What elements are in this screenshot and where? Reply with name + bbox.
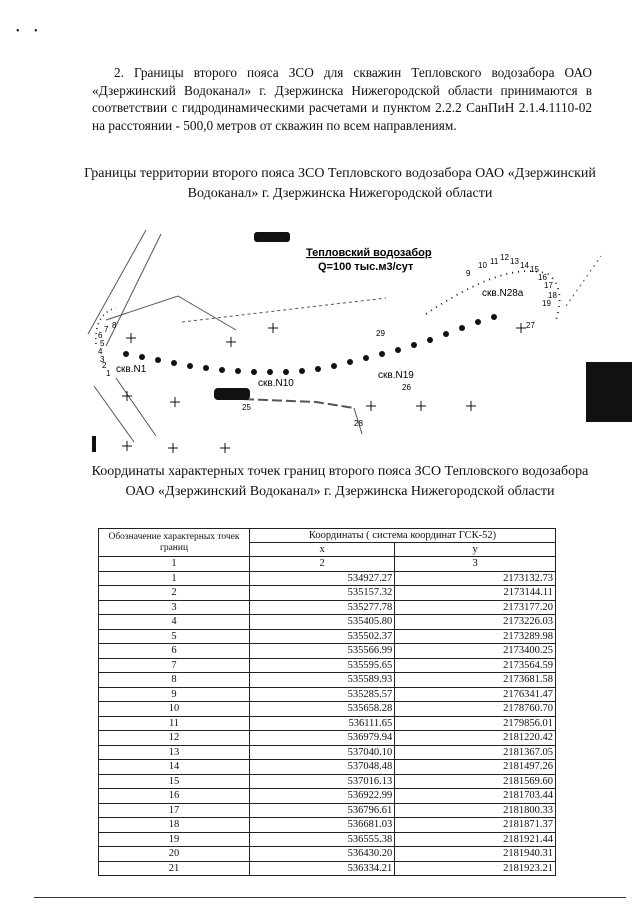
point-label: 19 — [542, 299, 551, 308]
well-dot — [491, 314, 497, 320]
x-coordinate: 535566.99 — [250, 644, 395, 659]
y-coordinate: 2173132.73 — [395, 571, 556, 586]
well-dot — [139, 354, 145, 360]
x-coordinate: 535502.37 — [250, 629, 395, 644]
well-dot — [267, 369, 273, 375]
y-coordinate: 2181871.37 — [395, 818, 556, 833]
point-number: 9 — [99, 687, 250, 702]
point-label: 1 — [106, 369, 111, 378]
paragraph-text: 2. Границы второго пояса ЗСО для скважин Тепловского водозабора ОАО «Дзержинский Водоканал» г. Дзержинска Нижегородской области принимаются в соответствии с гидродинамическими расчетами и пунктом 2.2.2 СанПиН 2.1.4.1110-02 на расстоянии - 500,0 метров от скважин по всем направлениям. — [92, 65, 592, 133]
map-stamp-line1: Тепловский водозабор — [306, 247, 432, 259]
point-number: 17 — [99, 803, 250, 818]
well-dot — [459, 325, 465, 331]
point-label: 26 — [402, 383, 411, 392]
y-coordinate: 2176341.47 — [395, 687, 556, 702]
point-number: 10 — [99, 702, 250, 717]
point-label: 13 — [510, 257, 519, 266]
column-number-1: 1 — [99, 557, 250, 572]
point-label: 28 — [354, 419, 363, 428]
well-label-1: скв.N1 — [116, 364, 147, 375]
x-coordinate: 535405.80 — [250, 615, 395, 630]
map-title: Границы территории второго пояса ЗСО Тепловского водозабора ОАО «Дзержинский Водоканал» г. Дзержинска Нижегородской области — [84, 166, 596, 201]
y-coordinate: 2181367.05 — [395, 745, 556, 760]
map-stamp — [306, 247, 432, 273]
header-x: х — [250, 543, 395, 557]
point-label: 25 — [242, 403, 251, 412]
table-row — [99, 818, 556, 833]
point-number: 4 — [99, 615, 250, 630]
point-label: 11 — [490, 257, 499, 266]
well-dot — [235, 368, 241, 374]
table-column-numbers — [99, 557, 556, 572]
point-number: 12 — [99, 731, 250, 746]
x-coordinate: 537016.13 — [250, 774, 395, 789]
well-dot — [283, 369, 289, 375]
y-coordinate: 2179856.01 — [395, 716, 556, 731]
table-row — [99, 644, 556, 659]
point-number: 5 — [99, 629, 250, 644]
point-label: 4 — [98, 347, 103, 356]
well-dot — [155, 357, 161, 363]
x-coordinate: 535589.93 — [250, 673, 395, 688]
table-row — [99, 629, 556, 644]
point-label: 15 — [530, 265, 539, 274]
table-row — [99, 687, 556, 702]
column-number-3: 3 — [395, 557, 556, 572]
well-dot — [331, 363, 337, 369]
zone-map — [86, 226, 634, 458]
x-coordinate: 535277.78 — [250, 600, 395, 615]
table-body — [99, 557, 556, 876]
point-label: 7 — [104, 325, 109, 334]
point-label: 17 — [544, 281, 553, 290]
x-coordinate: 534927.27 — [250, 571, 395, 586]
table-row — [99, 789, 556, 804]
header-coords: Координаты ( система координат ГСК-52) — [250, 529, 556, 543]
well-dot — [443, 331, 449, 337]
y-coordinate: 2173681.58 — [395, 673, 556, 688]
table-row — [99, 861, 556, 876]
x-coordinate: 536555.38 — [250, 832, 395, 847]
point-number: 16 — [99, 789, 250, 804]
table-row — [99, 600, 556, 615]
footer-rule — [34, 897, 626, 898]
x-coordinate: 536430.20 — [250, 847, 395, 862]
table-row — [99, 673, 556, 688]
point-label: 27 — [526, 321, 535, 330]
x-coordinate: 536979.94 — [250, 731, 395, 746]
x-coordinate: 535595.65 — [250, 658, 395, 673]
well-label-19: скв.N19 — [378, 370, 414, 381]
x-coordinate: 536796.61 — [250, 803, 395, 818]
point-label: 9 — [466, 269, 471, 278]
well-dot — [171, 360, 177, 366]
well-chain — [123, 314, 497, 375]
y-coordinate: 2181497.26 — [395, 760, 556, 775]
point-label: 8 — [112, 321, 117, 330]
x-coordinate: 535157.32 — [250, 586, 395, 601]
point-labels — [98, 253, 557, 428]
well-label-10: скв.N10 — [258, 378, 294, 389]
grid-crosses — [122, 323, 526, 453]
point-label: 16 — [538, 273, 547, 282]
table-row — [99, 615, 556, 630]
table-row — [99, 731, 556, 746]
well-dot — [187, 363, 193, 369]
x-coordinate: 536111.65 — [250, 716, 395, 731]
point-label: 5 — [100, 339, 105, 348]
x-coordinate: 536681.03 — [250, 818, 395, 833]
y-coordinate: 2173400.25 — [395, 644, 556, 659]
y-coordinate: 2178760.70 — [395, 702, 556, 717]
table-row — [99, 803, 556, 818]
y-coordinate: 2181940.31 — [395, 847, 556, 862]
point-number: 1 — [99, 571, 250, 586]
header-y: у — [395, 543, 556, 557]
header-point-name: Обозначение характерных точек границ — [99, 529, 250, 557]
page-mark: • • — [16, 26, 44, 37]
well-dot — [315, 366, 321, 372]
zone-map-svg — [86, 226, 634, 458]
y-coordinate: 2181220.42 — [395, 731, 556, 746]
table-title: Координаты характерных точек границ второго пояса ЗСО Тепловского водозабора ОАО «Дзержинский Водоканал» г. Дзержинска Нижегородской области — [91, 464, 589, 499]
y-coordinate: 2173226.03 — [395, 615, 556, 630]
well-dot — [299, 368, 305, 374]
point-label: 3 — [100, 355, 105, 364]
well-dot — [251, 369, 257, 375]
table-row — [99, 760, 556, 775]
point-number: 19 — [99, 832, 250, 847]
well-label-28: скв.N28а — [482, 288, 524, 299]
x-coordinate: 535658.28 — [250, 702, 395, 717]
map-stamp-line2: Q=100 тыс.м3/сут — [318, 261, 414, 273]
y-coordinate: 2181921.44 — [395, 832, 556, 847]
table-row — [99, 745, 556, 760]
table-row — [99, 571, 556, 586]
y-coordinate: 2181923.21 — [395, 861, 556, 876]
point-number: 15 — [99, 774, 250, 789]
point-label: 18 — [548, 291, 557, 300]
well-dot — [411, 342, 417, 348]
well-dot — [203, 365, 209, 371]
table-row — [99, 586, 556, 601]
point-number: 3 — [99, 600, 250, 615]
point-label: 12 — [500, 253, 509, 262]
point-label: 14 — [520, 261, 529, 270]
y-coordinate: 2173177.20 — [395, 600, 556, 615]
well-dot — [363, 355, 369, 361]
point-number: 14 — [99, 760, 250, 775]
table-row — [99, 832, 556, 847]
table-row — [99, 774, 556, 789]
point-number: 13 — [99, 745, 250, 760]
y-coordinate: 2173564.59 — [395, 658, 556, 673]
well-dot — [379, 351, 385, 357]
point-label: 10 — [478, 261, 487, 270]
well-dot — [219, 367, 225, 373]
well-dot — [123, 351, 129, 357]
point-label: 29 — [376, 329, 385, 338]
y-coordinate: 2181800.33 — [395, 803, 556, 818]
point-label: 2 — [102, 361, 107, 370]
boundary-paragraph — [92, 64, 592, 134]
point-number: 2 — [99, 586, 250, 601]
x-coordinate: 537048.48 — [250, 760, 395, 775]
well-dot — [475, 319, 481, 325]
point-label: 6 — [98, 331, 103, 340]
point-number: 21 — [99, 861, 250, 876]
point-number: 8 — [99, 673, 250, 688]
x-coordinate: 536922.99 — [250, 789, 395, 804]
y-coordinate: 2173289.98 — [395, 629, 556, 644]
point-number: 6 — [99, 644, 250, 659]
table-row — [99, 658, 556, 673]
well-dot — [347, 359, 353, 365]
well-dot — [395, 347, 401, 353]
y-coordinate: 2181703.44 — [395, 789, 556, 804]
y-coordinate: 2173144.11 — [395, 586, 556, 601]
x-coordinate: 535285.57 — [250, 687, 395, 702]
column-number-2: 2 — [250, 557, 395, 572]
y-coordinate: 2181569.60 — [395, 774, 556, 789]
x-coordinate: 537040.10 — [250, 745, 395, 760]
table-row — [99, 847, 556, 862]
well-dot — [427, 337, 433, 343]
point-number: 7 — [99, 658, 250, 673]
x-coordinate: 536334.21 — [250, 861, 395, 876]
point-number: 18 — [99, 818, 250, 833]
coordinates-table — [98, 528, 556, 876]
point-number: 20 — [99, 847, 250, 862]
table-row — [99, 716, 556, 731]
point-number: 11 — [99, 716, 250, 731]
table-row — [99, 702, 556, 717]
